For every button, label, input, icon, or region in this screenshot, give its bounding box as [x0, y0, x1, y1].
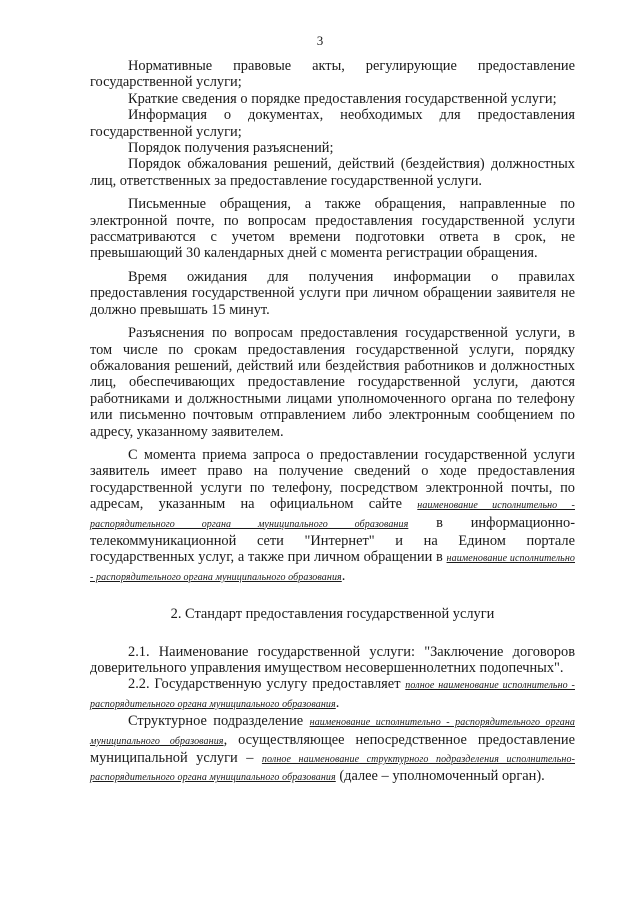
placeholder-full-authority-name: полное наименование исполнительно - распорядительного органа муниципального образования [90, 680, 575, 710]
info-rights-text-1: С момента приема запроса о предоставлении государственной услуги заявитель имеет право на получение сведений о ходе предоставления государственной услуги по телефону, посредством электронной почты, по адресам, указанным на официальном сайте [90, 446, 575, 513]
item-2-2-end: . [335, 694, 340, 711]
paragraph-waiting-time: Время ожидания для получения информации о правилах предоставления государственной услуги при личном обращении заявителя не должно превышать 15 минут. [90, 268, 575, 318]
placeholder-structural-unit-name: полное наименование структурного подразделения исполнительно-распорядительного органа муниципального образования [90, 754, 576, 784]
list-item-legal-acts: Нормативные правовые акты, регулирующие предоставление государственной услуги; [90, 58, 575, 91]
list-item-brief-info: Краткие сведения о порядке предоставления государственной услуги; [128, 90, 557, 107]
list-item-appeal-order: Порядок обжалования решений, действий (бездействия) должностных лиц, ответственных за предоставление государственной услуги. [90, 156, 575, 189]
paragraph-structural-unit [90, 713, 575, 787]
section-heading: 2. Стандарт предоставления государственной услуги [170, 606, 495, 623]
item-2-2-text: 2.2. Государственную услугу предоставляет [128, 676, 406, 693]
placeholder-authority-name-2: наименование исполнительно - распорядительного органа муниципального образования [90, 553, 575, 583]
placeholder-authority-name: наименование исполнительно - распорядительного органа муниципального образования [90, 500, 575, 530]
item-2-2 [90, 676, 575, 713]
placeholder-authority-name-3: наименование исполнительно - распорядительного органа муниципального образования [90, 717, 575, 747]
list-item-documents-info: Информация о документах, необходимых для предоставления государственной услуги; [90, 107, 575, 140]
info-rights-text-3: . [341, 567, 346, 584]
paragraph-info-rights [90, 447, 575, 586]
document-body [90, 58, 575, 787]
page-number: 3 [316, 33, 324, 48]
structural-unit-text-1: Структурное подразделение [128, 713, 310, 730]
paragraph-clarifications: Разъяснения по вопросам предоставления государственной услуги, в том числе по срокам предоставления государственной услуги, порядку обжалования решений, действий или бездействия работников и должностных лиц, обеспечивающих предоставление государственной услуги, даются работниками и должностными лицами уполномоченного органа по телефону или письменно почтовым отправлением либо электронным сообщением по адресу, указанному заявителем. [90, 325, 575, 440]
structural-unit-text-2: , осуществляющее непосредственное предоставление муниципальной услуги – [90, 731, 575, 767]
info-rights-text-2: в информационно-телекоммуникационной сети "Интернет" и на Едином портале государственных услуг, а также при личном обращении в [90, 514, 575, 566]
list-item-clarifications-order: Порядок получения разъяснений; [128, 140, 334, 157]
item-2-1: 2.1. Наименование государственной услуги: "Заключение договоров доверительного управления имуществом несовершеннолетних подопечных". [90, 643, 575, 676]
structural-unit-text-3: (далее – уполномоченный орган). [335, 768, 545, 785]
paragraph-written-requests: Письменные обращения, а также обращения, направленные по электронной почте, по вопросам предоставления государственной услуги рассматриваются с учетом времени подготовки ответа в срок, не превышающий 30 календарных дней с момента регистрации обращения. [90, 196, 575, 262]
